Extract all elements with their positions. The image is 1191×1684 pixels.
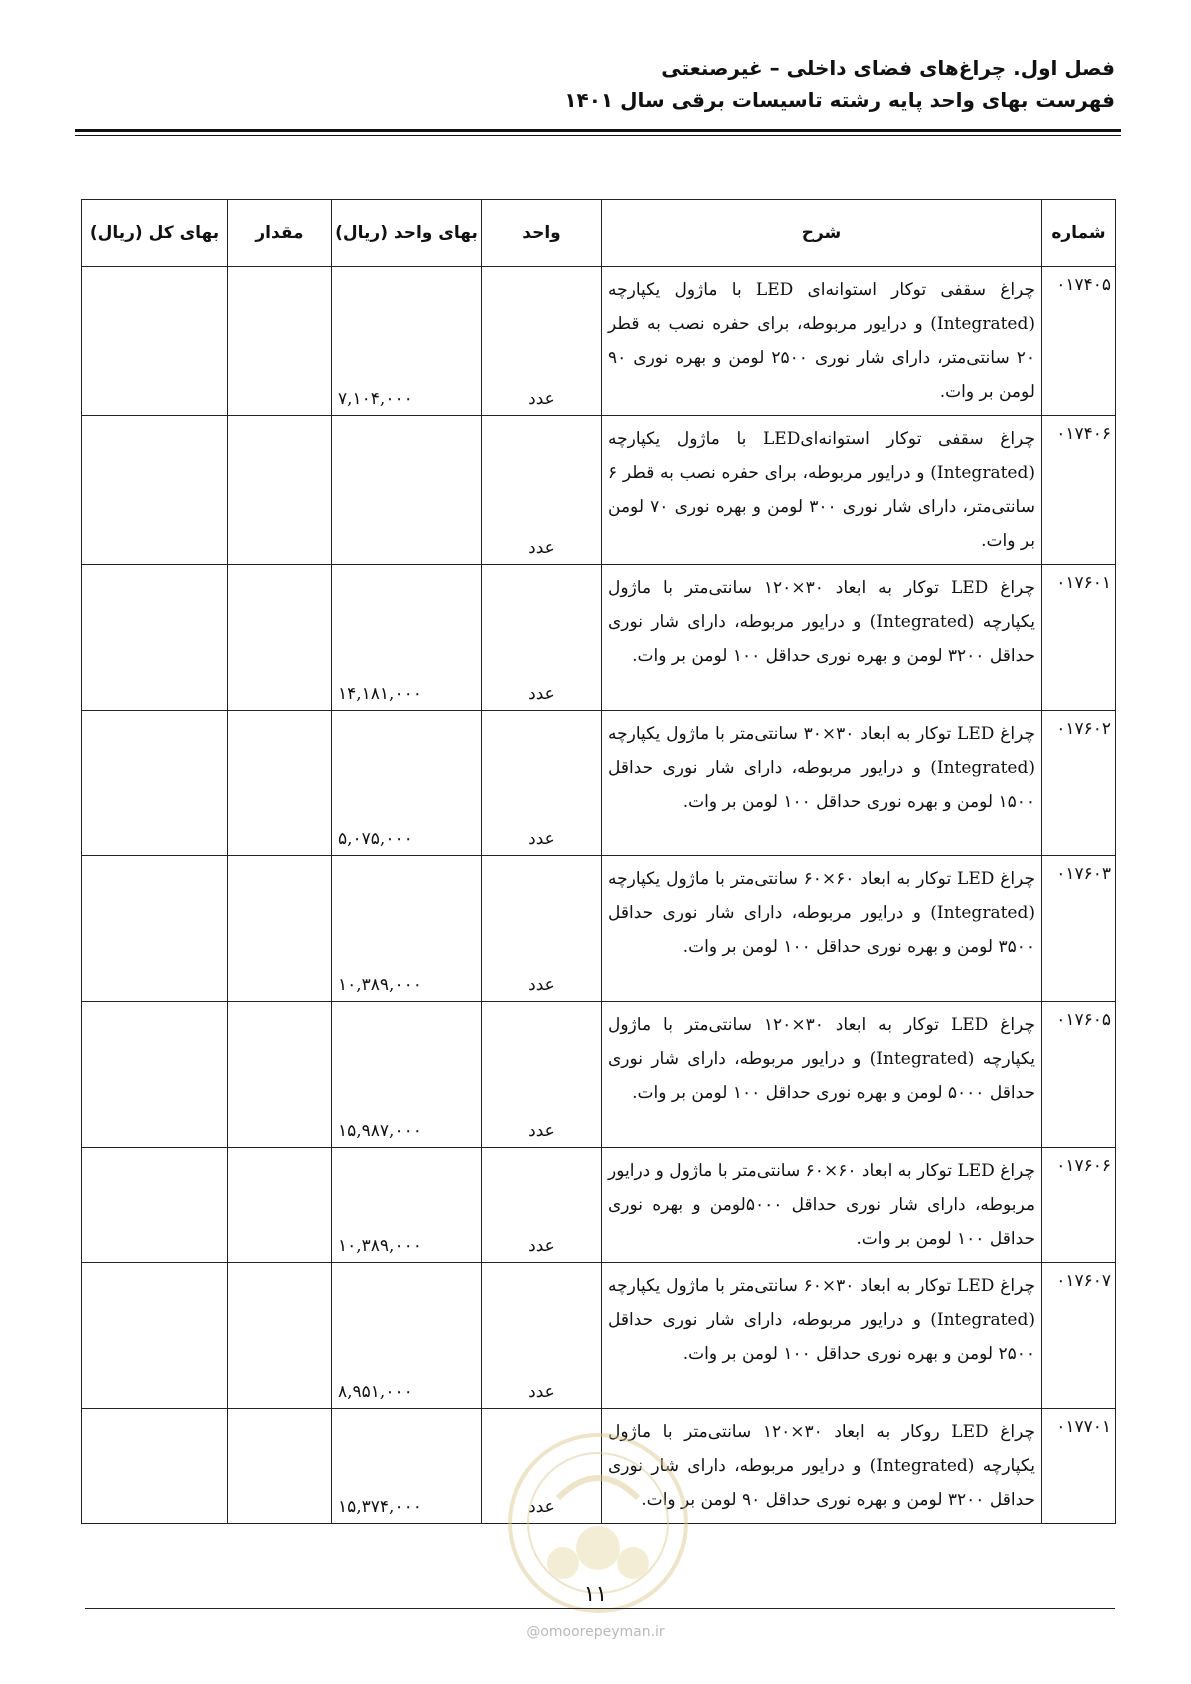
item-code: ۰۱۷۷۰۱ <box>1042 1409 1116 1524</box>
table-header-row <box>82 200 1116 267</box>
item-unit: عدد <box>482 267 602 416</box>
list-title: فهرست بهای واحد پایه رشته تاسیسات برقی سال ۱۴۰۱ <box>564 88 1115 112</box>
item-unit-price: ۱۰,۳۸۹,۰۰۰ <box>332 856 482 1002</box>
item-description: چراغ LED توکار به ابعاد ۶۰×۶۰ سانتی‌متر با ماژول یکپارچه (Integrated) و درایور مربوطه، دارای شار نوری حداقل ۳۵۰۰ لومن و بهره نوری حداقل ۱۰۰ لومن بر وات. <box>602 856 1042 1002</box>
item-description: چراغ LED توکار به ابعاد ۳۰×۱۲۰ سانتی‌متر با ماژول یکپارچه (Integrated) و درایور مربوطه، دارای شار نوری حداقل ۵۰۰۰ لومن و بهره نوری حداقل ۱۰۰ لومن بر وات. <box>602 1002 1042 1148</box>
table-row <box>82 565 1116 711</box>
item-code: ۰۱۷۶۰۱ <box>1042 565 1116 711</box>
item-quantity <box>228 565 332 711</box>
item-unit: عدد <box>482 1148 602 1263</box>
footer-rule <box>85 1608 1115 1609</box>
item-unit: عدد <box>482 416 602 565</box>
item-unit-price: ۵,۰۷۵,۰۰۰ <box>332 711 482 856</box>
item-quantity <box>228 1148 332 1263</box>
item-unit: عدد <box>482 856 602 1002</box>
item-quantity <box>228 1002 332 1148</box>
item-unit-price: ۱۵,۹۸۷,۰۰۰ <box>332 1002 482 1148</box>
header-rule-thin <box>75 135 1121 136</box>
item-total-price <box>82 416 228 565</box>
table-row <box>82 1263 1116 1409</box>
item-total-price <box>82 1148 228 1263</box>
item-code: ۰۱۷۶۰۳ <box>1042 856 1116 1002</box>
table-row <box>82 1148 1116 1263</box>
table-row <box>82 711 1116 856</box>
table-row <box>82 856 1116 1002</box>
item-code: ۰۱۷۶۰۲ <box>1042 711 1116 856</box>
item-total-price <box>82 267 228 416</box>
item-total-price <box>82 711 228 856</box>
chapter-title: فصل اول. چراغ‌های فضای داخلی – غیرصنعتی <box>661 56 1115 80</box>
item-code: ۰۱۷۴۰۵ <box>1042 267 1116 416</box>
page-number: ۱۱ <box>583 1582 608 1607</box>
item-unit-price: ۷,۱۰۴,۰۰۰ <box>332 267 482 416</box>
item-description: چراغ سقفی توکار استوانه‌ایLED با ماژول یکپارچه (Integrated) و درایور مربوطه، برای حفره نصب به قطر ۶ سانتی‌متر، دارای شار نوری ۳۰۰ لومن و بهره نوری ۷۰ لومن بر وات. <box>602 416 1042 565</box>
item-description: چراغ LED روکار به ابعاد ۳۰×۱۲۰ سانتی‌متر با ماژول یکپارچه (Integrated) و درایور مربوطه، دارای شار نوری حداقل ۳۲۰۰ لومن و بهره نوری حداقل ۹۰ لومن بر وات. <box>602 1409 1042 1524</box>
item-total-price <box>82 856 228 1002</box>
item-code: ۰۱۷۴۰۶ <box>1042 416 1116 565</box>
item-description: چراغ LED توکار به ابعاد ۶۰×۶۰ سانتی‌متر با ماژول و درایور مربوطه، دارای شار نوری حداقل ۵۰۰۰لومن و بهره نوری حداقل ۱۰۰ لومن بر وات. <box>602 1148 1042 1263</box>
item-description: چراغ LED توکار به ابعاد ۳۰×۱۲۰ سانتی‌متر با ماژول یکپارچه (Integrated) و درایور مربوطه، دارای شار نوری حداقل ۳۲۰۰ لومن و بهره نوری حداقل ۱۰۰ لومن بر وات. <box>602 565 1042 711</box>
col-header-total-price: بهای کل (ریال) <box>82 200 228 267</box>
col-header-unit-price: بهای واحد (ریال) <box>332 200 482 267</box>
item-unit: عدد <box>482 1263 602 1409</box>
table-row <box>82 267 1116 416</box>
item-quantity <box>228 856 332 1002</box>
table-row <box>82 1002 1116 1148</box>
item-code: ۰۱۷۶۰۵ <box>1042 1002 1116 1148</box>
table-row <box>82 416 1116 565</box>
item-unit: عدد <box>482 565 602 711</box>
item-description: چراغ LED توکار به ابعاد ۳۰×۳۰ سانتی‌متر با ماژول یکپارچه (Integrated) و درایور مربوطه، دارای شار نوری حداقل ۱۵۰۰ لومن و بهره نوری حداقل ۱۰۰ لومن بر وات. <box>602 711 1042 856</box>
col-header-quantity: مقدار <box>228 200 332 267</box>
col-header-unit: واحد <box>482 200 602 267</box>
item-unit-price: ۸,۹۵۱,۰۰۰ <box>332 1263 482 1409</box>
item-total-price <box>82 1263 228 1409</box>
item-code: ۰۱۷۶۰۷ <box>1042 1263 1116 1409</box>
item-quantity <box>228 416 332 565</box>
page-header <box>564 56 1115 112</box>
item-unit-price <box>332 416 482 565</box>
item-total-price <box>82 1002 228 1148</box>
item-unit: عدد <box>482 1002 602 1148</box>
col-header-code: شماره <box>1042 200 1116 267</box>
col-header-description: شرح <box>602 200 1042 267</box>
item-quantity <box>228 711 332 856</box>
item-quantity <box>228 1263 332 1409</box>
header-rule-thick <box>75 129 1121 132</box>
price-table <box>81 199 1116 1524</box>
item-quantity <box>228 267 332 416</box>
item-total-price <box>82 1409 228 1524</box>
item-unit-price: ۱۰,۳۸۹,۰۰۰ <box>332 1148 482 1263</box>
item-unit-price: ۱۵,۳۷۴,۰۰۰ <box>332 1409 482 1524</box>
item-unit-price: ۱۴,۱۸۱,۰۰۰ <box>332 565 482 711</box>
watermark-url: @omoorepeyman.ir <box>526 1624 665 1640</box>
item-total-price <box>82 565 228 711</box>
item-description: چراغ LED توکار به ابعاد ۳۰×۶۰ سانتی‌متر با ماژول یکپارچه (Integrated) و درایور مربوطه، دارای شار نوری حداقل ۲۵۰۰ لومن و بهره نوری حداقل ۱۰۰ لومن بر وات. <box>602 1263 1042 1409</box>
item-description: چراغ سقفی توکار استوانه‌ای LED با ماژول یکپارچه (Integrated) و درایور مربوطه، برای حفره نصب به قطر ۲۰ سانتی‌متر، دارای شار نوری ۲۵۰۰ لومن و بهره نوری ۹۰ لومن بر وات. <box>602 267 1042 416</box>
item-code: ۰۱۷۶۰۶ <box>1042 1148 1116 1263</box>
item-quantity <box>228 1409 332 1524</box>
item-unit: عدد <box>482 711 602 856</box>
item-unit: عدد <box>482 1409 602 1524</box>
